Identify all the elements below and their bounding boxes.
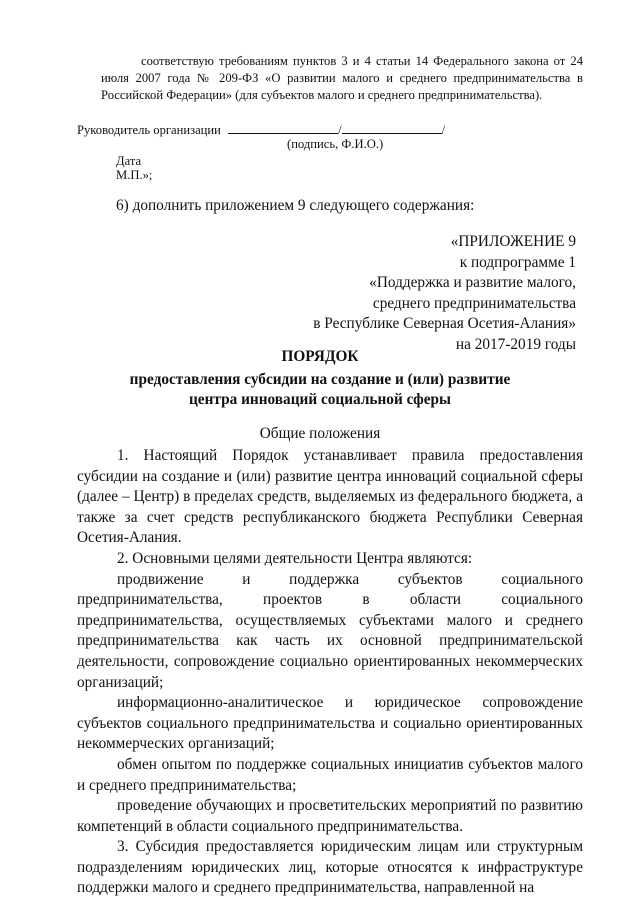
appendix-line: среднего предпринимательства <box>372 294 576 312</box>
appendix-line: «ПРИЛОЖЕНИЕ 9 <box>450 233 576 250</box>
signature-field <box>228 121 338 134</box>
paragraph: проведение обучающих и просветительских мероприятий по развитию компетенций в области социального предпринимательства. <box>77 797 583 835</box>
section-title: Общие положения <box>259 425 381 442</box>
document-subtitle-line: предоставления субсидии на создание и (или) развитие <box>129 371 511 388</box>
paragraph: 1. Настоящий Порядок устанавливает правила предоставления субсидии на создание и (или) развитие центра инноваций социальной сферы (далее – Центр) в пределах средств, выделяемых из федерального бюджета, а также за счет средств республиканского бюджета Республики Северная Осетия-Алания. <box>77 447 583 547</box>
appendix-line: в Республике Северная Осетия-Алания» <box>313 315 576 333</box>
paragraph: продвижение и поддержка субъектов социального предпринимательства, проектов в области социального предпринимательства, осуществляемых субъектами малого и среднего предпринимательства как часть их основной предпринимательской деятельности, сопровождение социально ориентированных некоммерческих организаций; <box>77 570 583 691</box>
signature-label: Руководитель организации <box>77 123 221 137</box>
appendix-header <box>313 232 576 356</box>
amendment-line: 6) дополнить приложением 9 следующего содержания: <box>116 197 475 214</box>
separator-slash: / <box>338 123 342 137</box>
paragraph: обмен опытом по поддержке социальных инициатив субъектов малого и среднего предпринимательства; <box>77 755 583 794</box>
document-title: ПОРЯДОК <box>281 348 359 365</box>
date-label: Дата <box>116 154 142 168</box>
appendix-line: на 2017-2019 годы <box>455 335 576 353</box>
appendix-line: «Поддержка и развитие малого, <box>369 274 576 292</box>
compliance-text: соответствую требованиям пунктов 3 и 4 статьи 14 Федерального закона от 24 июля 2007 года № 209-ФЗ «О развитии малого и среднего предпринимательства в Российской Федерации» (для субъектов малого и среднего предпринимательства). <box>101 54 583 102</box>
signature-line <box>77 121 445 139</box>
main-text <box>77 446 583 899</box>
paragraph: 2. Основными целями деятельности Центра являются: <box>117 549 473 567</box>
signature-caption: (подпись, Ф.И.О.) <box>287 137 384 151</box>
stamp-label: М.П.»; <box>116 168 153 182</box>
paragraph: информационно-аналитическое и юридическое сопровождение субъектов социального предпринимательства и социально ориентированных некоммерческих организаций; <box>77 694 583 753</box>
paragraph: 3. Субсидия предоставляется юридическим лицам или структурным подразделениям юридических лиц, которые относятся к инфраструктуре поддержки малого и среднего предпринимательства, направленной на <box>77 838 583 897</box>
appendix-line: к подпрограмме 1 <box>459 253 576 271</box>
document-subtitle-line: центра инноваций социальной сферы <box>188 391 451 408</box>
separator-slash: / <box>441 123 446 137</box>
name-field <box>342 121 442 134</box>
compliance-paragraph <box>77 53 583 104</box>
